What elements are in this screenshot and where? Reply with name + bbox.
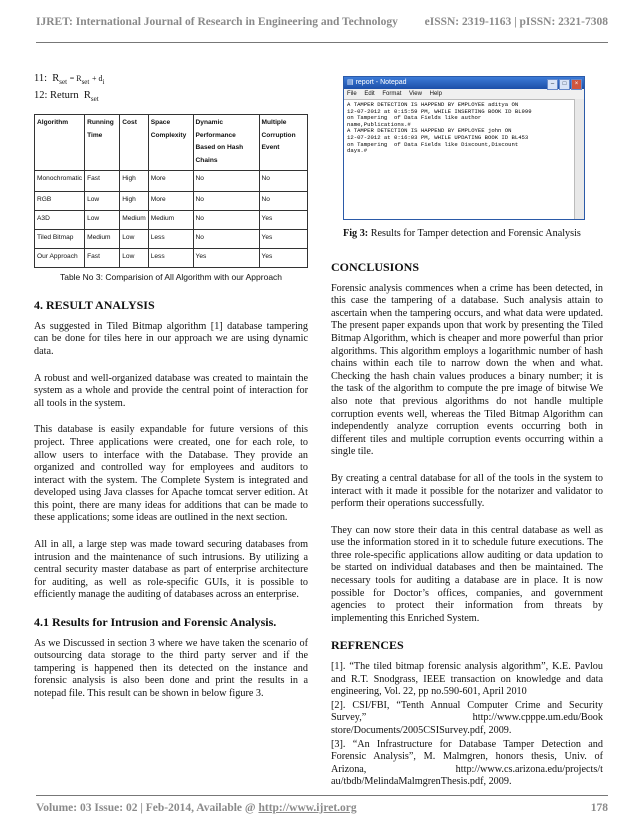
algorithm-line-11: 11: $R_{set} = R_{set} + d_i$ (34, 73, 105, 87)
reference-list (331, 661, 603, 789)
menu-item-help: Help (429, 91, 442, 97)
menu-item-view: View (409, 91, 422, 97)
paragraph: As we Discussed in section 3 where we have taken the scenario of outsourcing data storage to the third party server and if the tampering is happened then its detected on the instance and forensic analysis is also been done and print the results in a notepad file. This result can be shown in below figure 3. (34, 637, 308, 699)
table-row (35, 191, 308, 210)
section-heading-references: REFRENCES (331, 638, 404, 653)
footer-link[interactable]: http://www.ijret.org (258, 802, 357, 814)
table-cell: Our Approach (35, 248, 85, 267)
paragraph: They can now store their data in this central database as well as use the information stored in it to schedule future executions. The three role-specific applications allow auditing or data updation to be started on individual databases and then be maintained. The necessary tools for auditing a database are in place. It is now possible for Doctor’s offices, companies, and government agencies to protect their information from threats by implementing this Enriched System. (331, 524, 603, 624)
table-row (35, 170, 308, 191)
right-column (331, 255, 603, 790)
window-controls (546, 78, 582, 90)
footer-volume: Volume: 03 Issue: 02 | Feb-2014, Available @ http://www.ijret.org (36, 802, 357, 814)
table-cell: Yes (193, 248, 259, 267)
table-cell: Low (85, 210, 120, 229)
notepad-figure (343, 76, 585, 220)
table-row (35, 229, 308, 248)
table-caption: Table No 3: Comparision of All Algorithm with our Approach (59, 271, 283, 282)
notepad-icon: ▤ (347, 79, 354, 86)
table-header-cell: Cost (120, 115, 148, 170)
table-cell: No (193, 229, 259, 248)
table-cell: Medium (120, 210, 148, 229)
table-cell: Less (148, 248, 193, 267)
table-cell: Yes (259, 229, 307, 248)
table-cell: Fast (85, 248, 120, 267)
section-heading-intrusion-forensic: 4.1 Results for Intrusion and Forensic Analysis. (34, 615, 277, 630)
table-row (35, 210, 308, 229)
table-cell: Fast (85, 170, 120, 191)
table-cell: Less (148, 229, 193, 248)
algorithm-line-12: 12: Return $R_{set}$ (34, 90, 99, 104)
table-cell: No (259, 191, 307, 210)
notepad-menubar (344, 89, 584, 100)
section-heading-result-analysis: 4. RESULT ANALYSIS (34, 298, 155, 313)
table-cell: Low (120, 248, 148, 267)
table-header-row (35, 115, 308, 170)
paragraph: By creating a central database for all of the tools in the system to interact with it made it possible for the notarizer and validator to perform their operations successfully. (331, 472, 603, 510)
reference-item: [2]. CSI/FBI, “Tenth Annual Computer Crime and Security Survey,” http://www.cpppe.um.edu/Book store/Documents/2005CSISurvey.pdf, 2009. (331, 699, 603, 736)
notepad-content: A TAMPER DETECTION IS HAPPEND BY EMPLOYEE aditya ON 12-07-2012 at 0:15:59 PM, WHILE INSERTING BOOK ID BL999 on Tampering of Data Fields like author name,Publications.# A TAMPER DETECTION IS HAPPEND BY EMPLOYEE john ON 12-07-2012 at 0:16:03 PM, WHILE UPDATING BOOK ID BL453 on Tampering of Data Fields like Discount,Discount days.# (347, 101, 532, 155)
table-cell: Tiled Bitmap (35, 229, 85, 248)
table-cell: High (120, 170, 148, 191)
reference-item: [3]. “An Infrastructure for Database Tamper Detection and Forensic Analysis”, M. Malmgren, honors thesis, Univ. of Arizona, http://www.cs.arizona.edu/projects/t au/tbdb/MelindaMalmgrenThesis.pdf, 2009. (331, 738, 603, 788)
journal-title: IJRET: International Journal of Research in Engineering and Technology (36, 16, 398, 28)
table-cell: More (148, 170, 193, 191)
notepad-titlebar (344, 77, 584, 89)
table-cell: More (148, 191, 193, 210)
table-cell: Low (85, 191, 120, 210)
table-cell: Yes (259, 210, 307, 229)
table-header-cell: Space Complexity (148, 115, 193, 170)
paragraph: Forensic analysis commences when a crime has been detected, in this case the tampering of a database. Such analysis attain to ascertain when the tampering occurs, and what data were updated. The present paper expands upon that work by presenting the Tiled Bitmap Algorithm, which is cheaper and more powerful than prior algorithms. This algorithm employs a logarithmic number of hash chains within each tile to narrow down the when and what. Checking the hash chain values produces a binary number; it is the task of the algorithm to compute the pre image of bitwise We also note that previous algorithms do not handle multiple corruption events well, whereas the Tiled Bitmap Algorithm can independently analyze corruption events occurring both in different tiles and multiple corruption events occurring within a single tile. (331, 282, 603, 458)
table-cell: A3D (35, 210, 85, 229)
table-cell: Medium (148, 210, 193, 229)
table-cell: High (120, 191, 148, 210)
maximize-icon: □ (559, 79, 570, 90)
section-heading-conclusions: CONCLUSIONS (331, 260, 420, 274)
table-cell: Monochromatic (35, 170, 85, 191)
table-cell: RGB (35, 191, 85, 210)
table-row (35, 248, 308, 267)
figure-caption: Fig 3: Results for Tamper detection and Forensic Analysis (343, 228, 581, 239)
table-header-cell: Multiple Corruption Event (259, 115, 307, 170)
table-cell: No (193, 191, 259, 210)
menu-item-edit: Edit (364, 91, 375, 97)
reference-item: [1]. “The tiled bitmap forensic analysis algorithm”, K.E. Pavlou and R.T. Snodgrass, IEEE transaction on knowledge and data engineering, Vol. 22, pp no.590-601, April 2010 (331, 661, 603, 698)
left-column (34, 72, 308, 715)
table-cell: No (193, 170, 259, 191)
minimize-icon: – (547, 79, 558, 90)
table-cell: No (193, 210, 259, 229)
issn-text: eISSN: 2319-1163 | pISSN: 2321-7308 (424, 16, 608, 28)
menu-item-file: File (347, 91, 357, 97)
table-header-cell: Running Time (85, 115, 120, 170)
notepad-scrollbar (574, 99, 584, 219)
table-header-cell: Dynamic Performance Based on Hash Chains (193, 115, 259, 170)
menu-item-format: Format (382, 91, 402, 97)
paragraph: As suggested in Tiled Bitmap algorithm [1] database tampering can be done for tiles here in our approach we are using dynamic data. (34, 320, 308, 357)
table-cell: Low (120, 229, 148, 248)
notepad-title: report - Notepad (355, 79, 407, 86)
comparison-table (34, 114, 308, 267)
table-cell: Medium (85, 229, 120, 248)
table-cell: Yes (259, 248, 307, 267)
table-header-cell: Algorithm (35, 115, 85, 170)
page-number: 178 (590, 802, 608, 814)
table-cell: No (259, 170, 307, 191)
page-footer (36, 795, 608, 814)
paragraph: All in all, a large step was made toward securing databases from intrusion and the maintenance of such intrusions. By utilizing a central security master database as part of enterprise architecture for auditing, as well as role-specific GUIs, it is possible to efficiently manage the auditing of databases across an enterprise. (34, 539, 308, 601)
paragraph: This database is easily expandable for future versions of this project. Three applications were created, one for each role, to allow users to interface with the Database. They provide an organized and controlled way for employees and auditors to interact with the system. The Complete System is integrated and developed using Java classes for Apache tomcat server edition. At this point, there are many ideas for additions that can be made to these applications; some ideas are outlined in the next section. (34, 424, 308, 524)
close-icon: × (571, 79, 582, 90)
page-header (36, 10, 608, 43)
paragraph: A robust and well-organized database was created to maintain the system as a whole and provide the central point of interaction for all tools in the system. (34, 372, 308, 409)
